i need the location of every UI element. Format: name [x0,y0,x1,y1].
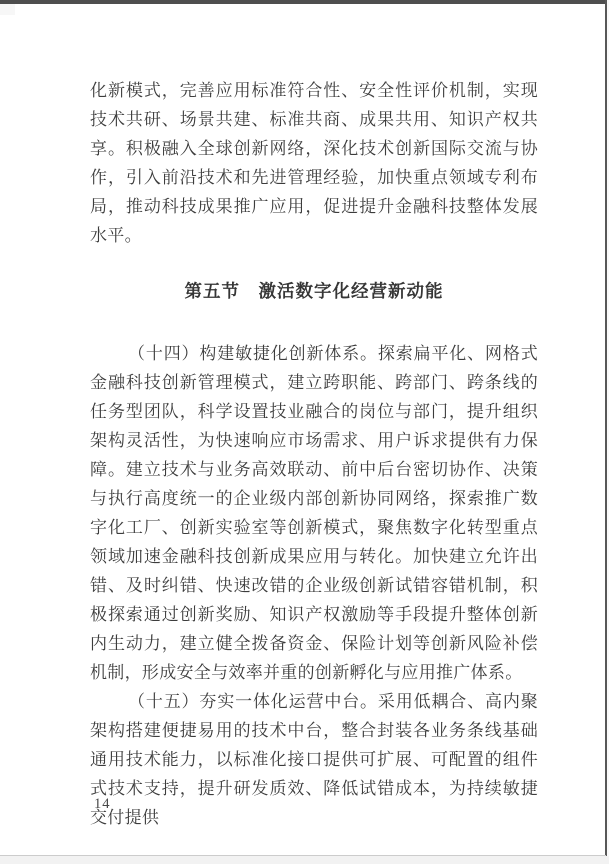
section-heading: 第五节 激活数字化经营新动能 [184,281,444,301]
scan-bottom-strip [0,856,609,864]
paragraph-item-14: （十四）构建敏捷化创新体系。探索扁平化、网格式金融科技创新管理模式，建立跨职能、跨部门、跨条线的任务型团队，科学设置技业融合的岗位与部门，提升组织架构灵活性，为快速响应市场需求、用户诉求提供有力保障。建立技术与业务高效联动、前中后台密切协作、决策与执行高度统一的企业级内部创新协同网络，探索推广数字化工厂、创新实验室等创新模式，聚焦数字化转型重点领域加速金融科技创新成果应用与转化。加快建立允许出错、及时纠错、快速改错的企业级创新试错容错机制，积极探索通过创新奖励、知识产权激励等手段提升整体创新内生动力，建立健全拨备资金、保险计划等创新风险补偿机制，形成安全与效率并重的创新孵化与应用推广体系。 [90,344,538,682]
continuation-paragraph: 化新模式，完善应用标准符合性、安全性评价机制，实现技术共研、场景共建、标准共商、成果共用、知识产权共享。积极融入全球创新网络，深化技术创新国际交流与协作，引入前沿技术和先进管理经验，加快重点领域专利布局，推动科技成果推广应用，促进提升金融科技整体发展水平。 [90,81,538,245]
paragraph-item-15: （十五）夯实一体化运营中台。采用低耦合、高内聚架构搭建便捷易用的技术中台，整合封装各业务条线基础通用技术能力，以标准化接口提供可扩展、可配置的组件式技术支持，提升研发质效、降低试错成本，为持续敏捷交付提供 [90,692,538,827]
document-text-column [90,76,538,832]
scan-top-edge-bar [0,0,609,4]
scan-corner-patch [0,4,15,15]
page-number: 14 [94,796,111,812]
